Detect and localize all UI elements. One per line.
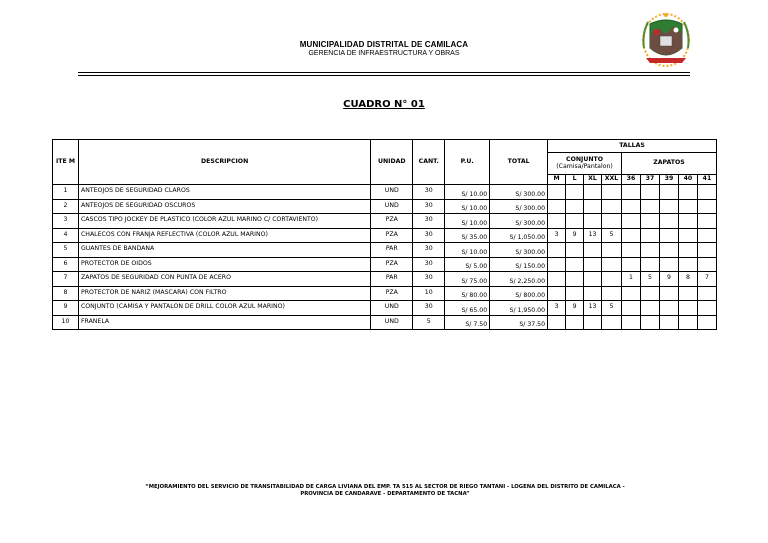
size-qty-cell [602,286,622,301]
items-table [52,139,717,330]
unit-cell: UND [371,199,413,214]
size-qty-cell [602,315,622,330]
footer-line-2: PROVINCIA DE CANDARAVE - DEPARTAMENTO DE TACNA” [300,491,470,498]
unit-cell: UND [371,301,413,316]
conjunto-sublabel: (Camisa/Pantalon) [556,162,613,170]
item-cell: 9 [53,301,79,316]
table-row [53,272,717,287]
size-qty-cell [659,301,678,316]
institution-name: MUNICIPALIDAD DISTRITAL DE CAMILACA [299,40,469,49]
table-row [53,243,717,258]
item-cell: 1 [53,185,79,200]
size-qty-cell: 1 [622,272,641,287]
page-title: CUADRO N° 01 [343,99,425,110]
size-qty-cell [697,257,716,272]
size-qty-cell: 5 [602,228,622,243]
table-row [53,301,717,316]
unit-cell: PZA [371,257,413,272]
quantity-cell: 30 [413,243,445,258]
quantity-cell: 10 [413,286,445,301]
size-qty-cell [640,199,659,214]
col-header-tallas: TALLAS [548,140,717,153]
size-qty-cell [548,286,566,301]
size-qty-cell [548,243,566,258]
size-qty-cell [659,199,678,214]
item-cell: 7 [53,272,79,287]
header-rule-thin [78,75,690,76]
size-qty-cell [584,185,602,200]
unit-cell: PAR [371,272,413,287]
size-qty-cell [640,185,659,200]
size-qty-cell [659,286,678,301]
size-qty-cell [584,257,602,272]
size-qty-cell [697,199,716,214]
size-qty-cell: 3 [548,301,566,316]
size-header: 40 [678,175,697,185]
unit-cell: UND [371,185,413,200]
size-qty-cell [566,257,584,272]
size-qty-cell [640,301,659,316]
unit-price-cell: S/ 10.00 [445,185,490,200]
total-cell: S/ 37.50 [490,315,548,330]
size-header: 39 [659,175,678,185]
description-cell: PROTECTOR DE NARIZ (MASCARA) CON FILTRO [78,286,370,301]
conjunto-label: CONJUNTO [566,155,604,163]
col-header-conjunto [548,153,622,175]
description-cell: CHALECOS CON FRANJA REFLECTIVA (COLOR AZUL MARINO) [78,228,370,243]
size-qty-cell [640,228,659,243]
size-qty-cell [584,286,602,301]
size-qty-cell [622,257,641,272]
total-cell: S/ 300.00 [490,214,548,229]
size-qty-cell [566,214,584,229]
size-qty-cell [678,315,697,330]
size-qty-cell [622,228,641,243]
item-cell: 2 [53,199,79,214]
size-header: XL [584,175,602,185]
total-cell: S/ 300.00 [490,185,548,200]
unit-cell: PAR [371,243,413,258]
size-qty-cell [697,228,716,243]
description-cell: ANTEOJOS DE SEGURIDAD CLAROS [78,185,370,200]
unit-cell: PZA [371,286,413,301]
description-cell: PROTECTOR DE OIDOS [78,257,370,272]
total-cell: S/ 1,050.00 [490,228,548,243]
size-qty-cell [678,185,697,200]
size-qty-cell [584,214,602,229]
size-header: M [548,175,566,185]
size-qty-cell [602,185,622,200]
size-qty-cell [602,214,622,229]
size-qty-cell [659,243,678,258]
size-qty-cell [659,185,678,200]
size-qty-cell [602,243,622,258]
total-cell: S/ 300.00 [490,243,548,258]
item-cell: 5 [53,243,79,258]
size-qty-cell [678,228,697,243]
item-cell: 8 [53,286,79,301]
unit-price-cell: S/ 35.00 [445,228,490,243]
size-qty-cell [566,286,584,301]
size-qty-cell: 9 [566,301,584,316]
quantity-cell: 5 [413,315,445,330]
table-row [53,257,717,272]
table-row [53,214,717,229]
size-qty-cell [697,243,716,258]
size-qty-cell [622,214,641,229]
table-row [53,315,717,330]
col-header-unidad: UNIDAD [371,140,413,185]
size-qty-cell [602,257,622,272]
size-qty-cell [640,286,659,301]
size-qty-cell [659,228,678,243]
size-qty-cell: 13 [584,301,602,316]
size-qty-cell: 9 [566,228,584,243]
size-qty-cell [548,214,566,229]
item-cell: 10 [53,315,79,330]
table-row [53,286,717,301]
item-cell: 6 [53,257,79,272]
unit-price-cell: S/ 10.00 [445,214,490,229]
size-header: 41 [697,175,716,185]
quantity-cell: 30 [413,199,445,214]
size-qty-cell [659,315,678,330]
size-qty-cell [622,315,641,330]
size-qty-cell [548,272,566,287]
size-header: XXL [602,175,622,185]
unit-price-cell: S/ 10.00 [445,243,490,258]
description-cell: ZAPATOS DE SEGURIDAD CON PUNTA DE ACERO [78,272,370,287]
size-qty-cell: 13 [584,228,602,243]
description-cell: GUANTES DE BANDANA [78,243,370,258]
quantity-cell: 30 [413,257,445,272]
unit-price-cell: S/ 80.00 [445,286,490,301]
size-qty-cell [548,315,566,330]
size-qty-cell [566,199,584,214]
size-qty-cell: 5 [640,272,659,287]
unit-price-cell: S/ 65.00 [445,301,490,316]
size-qty-cell [697,214,716,229]
table-row [53,199,717,214]
size-qty-cell [640,257,659,272]
size-qty-cell [566,315,584,330]
unit-price-cell: S/ 5.00 [445,257,490,272]
size-qty-cell: 7 [697,272,716,287]
size-qty-cell [697,185,716,200]
description-cell: FRANELA [78,315,370,330]
size-qty-cell [566,185,584,200]
size-qty-cell [678,214,697,229]
municipal-crest-icon [640,10,692,72]
size-qty-cell [697,301,716,316]
header-rule-thick [78,72,690,73]
table-row [53,185,717,200]
quantity-cell: 30 [413,228,445,243]
department-name: GERENCIA DE INFRAESTRUCTURA Y OBRAS [308,50,460,57]
size-qty-cell [622,185,641,200]
size-qty-cell [548,257,566,272]
unit-cell: UND [371,315,413,330]
total-cell: S/ 300.00 [490,199,548,214]
size-qty-cell [640,214,659,229]
size-qty-cell [566,272,584,287]
size-qty-cell [659,214,678,229]
item-cell: 3 [53,214,79,229]
description-cell: CASCOS TIPO JOCKEY DE PLASTICO (COLOR AZUL MARINO C/ CORTAVIENTO) [78,214,370,229]
size-qty-cell: 9 [659,272,678,287]
col-header-item: ITE M [53,140,79,185]
table-row [53,228,717,243]
description-cell: ANTEOJOS DE SEGURIDAD OSCUROS [78,199,370,214]
size-qty-cell [622,301,641,316]
size-qty-cell [697,286,716,301]
size-qty-cell [602,199,622,214]
col-header-descripcion: DESCRIPCION [78,140,370,185]
total-cell: S/ 150.00 [490,257,548,272]
description-cell: CONJUNTO (CAMISA Y PANTALON DE DRILL COLOR AZUL MARINO) [78,301,370,316]
size-qty-cell [584,243,602,258]
size-qty-cell: 8 [678,272,697,287]
size-qty-cell [584,199,602,214]
quantity-cell: 30 [413,301,445,316]
items-table-body [53,185,717,330]
size-qty-cell [640,315,659,330]
size-header: 37 [640,175,659,185]
size-qty-cell [622,199,641,214]
col-header-zapatos: ZAPATOS [622,153,717,175]
size-qty-cell [548,185,566,200]
unit-cell: PZA [371,214,413,229]
size-qty-cell: 3 [548,228,566,243]
size-qty-cell [697,315,716,330]
footer-line-1: “MEJORAMIENTO DEL SERVICIO DE TRANSITABILIDAD DE CARGA LIVIANA DEL EMP. TA 515 AL SECTOR DE RIEGO TANTANI - LOGENA DEL DISTRITO DE CAMILACA - [145,484,625,490]
total-cell: S/ 2,250.00 [490,272,548,287]
unit-price-cell: S/ 75.00 [445,272,490,287]
unit-price-cell: S/ 10.00 [445,199,490,214]
quantity-cell: 30 [413,272,445,287]
size-qty-cell [640,243,659,258]
size-qty-cell [678,243,697,258]
size-qty-cell [584,272,602,287]
col-header-pu: P.U. [445,140,490,185]
size-header: 36 [622,175,641,185]
quantity-cell: 30 [413,185,445,200]
size-header: L [566,175,584,185]
quantity-cell: 30 [413,214,445,229]
size-qty-cell [602,272,622,287]
item-cell: 4 [53,228,79,243]
col-header-total: TOTAL [490,140,548,185]
total-cell: S/ 800.00 [490,286,548,301]
unit-cell: PZA [371,228,413,243]
size-qty-cell [678,257,697,272]
size-qty-cell: 5 [602,301,622,316]
size-qty-cell [622,286,641,301]
size-qty-cell [659,257,678,272]
size-qty-cell [678,286,697,301]
size-qty-cell [622,243,641,258]
size-qty-cell [548,199,566,214]
size-qty-cell [678,301,697,316]
col-header-cant: CANT. [413,140,445,185]
project-footer [80,484,690,498]
unit-price-cell: S/ 7.50 [445,315,490,330]
size-qty-cell [584,315,602,330]
total-cell: S/ 1,950.00 [490,301,548,316]
size-qty-cell [566,243,584,258]
size-qty-cell [678,199,697,214]
